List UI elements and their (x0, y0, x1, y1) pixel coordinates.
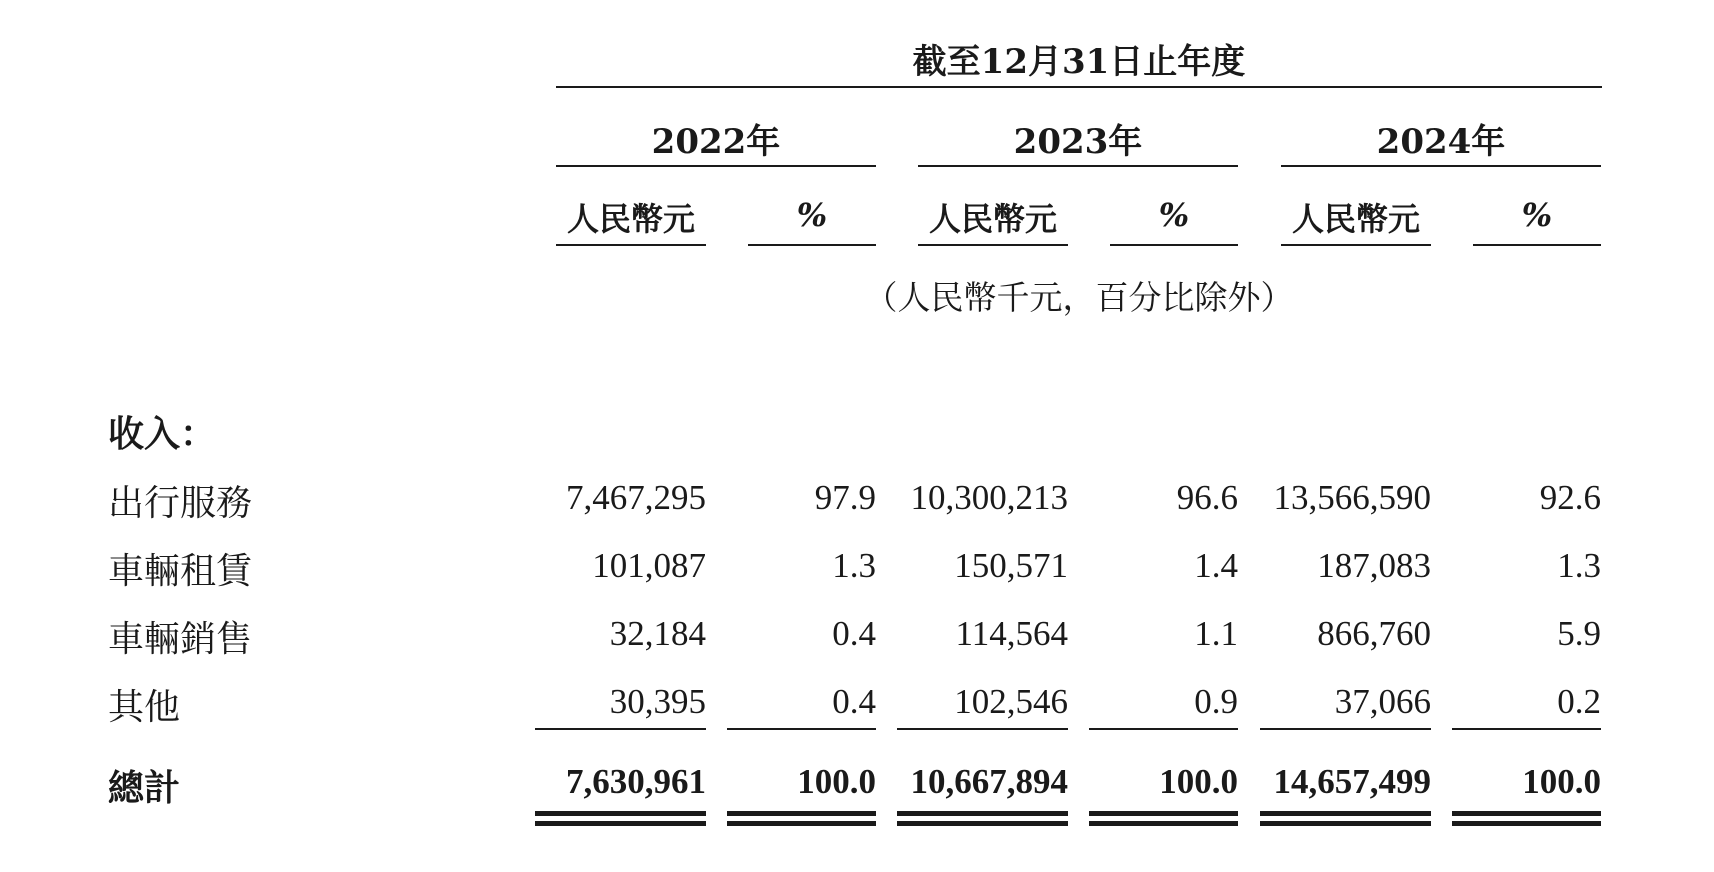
total-double-rule (897, 811, 1068, 816)
year-header-2022: 2022年 (651, 122, 781, 162)
section-title-revenue: 收入： (108, 413, 217, 455)
header-rule (556, 86, 1602, 88)
amount-cell: 187,083 (1317, 546, 1431, 585)
total-amount-cell: 14,657,499 (1273, 762, 1431, 801)
total-percent-cell: 100.0 (797, 762, 876, 801)
percent-cell: 92.6 (1539, 478, 1601, 517)
amount-cell: 7,467,295 (566, 478, 706, 517)
amount-cell: 150,571 (954, 546, 1068, 585)
unit-rule (748, 244, 876, 246)
total-double-rule (727, 821, 876, 826)
total-amount-cell: 10,667,894 (910, 762, 1068, 801)
row-label: 其他 (108, 687, 181, 728)
year-rule-2022 (556, 165, 876, 167)
total-label: 總計 (108, 767, 181, 809)
currency-header-2024: 人民幣元 (1291, 200, 1420, 238)
percent-cell: 1.3 (1557, 546, 1601, 585)
amount-cell: 114,564 (955, 614, 1068, 653)
total-double-rule (1452, 821, 1601, 826)
currency-header-2023: 人民幣元 (928, 200, 1057, 238)
total-percent-cell: 100.0 (1159, 762, 1238, 801)
subtotal-rule (1260, 728, 1431, 730)
percent-header-2023: % (1158, 196, 1190, 234)
subtotal-rule (535, 728, 706, 730)
row-label: 出行服務 (108, 483, 253, 524)
amount-cell: 101,087 (592, 546, 706, 585)
total-double-rule (897, 821, 1068, 826)
percent-header-2024: % (1521, 196, 1553, 234)
period-title: 截至12月31日止年度 (912, 42, 1246, 82)
total-double-rule (1089, 821, 1238, 826)
percent-cell: 1.4 (1194, 546, 1238, 585)
unit-rule (918, 244, 1068, 246)
percent-header-2022: % (796, 196, 828, 234)
total-double-rule (1089, 811, 1238, 816)
total-double-rule (1260, 811, 1431, 816)
subtotal-rule (897, 728, 1068, 730)
year-header-2023: 2023年 (1013, 122, 1143, 162)
unit-rule (1281, 244, 1431, 246)
year-rule-2023 (918, 165, 1238, 167)
amount-cell: 13,566,590 (1273, 478, 1431, 517)
total-double-rule (1452, 811, 1601, 816)
percent-cell: 5.9 (1557, 614, 1601, 653)
amount-cell: 10,300,213 (910, 478, 1068, 517)
percent-cell: 0.4 (832, 614, 876, 653)
subtotal-rule (1452, 728, 1601, 730)
currency-header-2022: 人民幣元 (566, 200, 695, 238)
unit-rule (556, 244, 706, 246)
row-label: 車輛銷售 (108, 619, 253, 660)
total-percent-cell: 100.0 (1522, 762, 1601, 801)
amount-cell: 30,395 (609, 682, 706, 721)
total-double-rule (1260, 821, 1431, 826)
percent-cell: 96.6 (1176, 478, 1238, 517)
unit-rule (1110, 244, 1238, 246)
percent-cell: 1.3 (832, 546, 876, 585)
subtotal-rule (727, 728, 876, 730)
total-double-rule (727, 811, 876, 816)
unit-rule (1473, 244, 1601, 246)
percent-cell: 0.4 (832, 682, 876, 721)
percent-cell: 0.2 (1557, 682, 1601, 721)
amount-cell: 37,066 (1334, 682, 1431, 721)
total-double-rule (535, 821, 706, 826)
percent-cell: 97.9 (814, 478, 876, 517)
unit-note: （人民幣千元，百分比除外） (864, 278, 1294, 317)
year-rule-2024 (1281, 165, 1601, 167)
total-double-rule (535, 811, 706, 816)
amount-cell: 32,184 (609, 614, 706, 653)
amount-cell: 866,760 (1317, 614, 1431, 653)
percent-cell: 0.9 (1194, 682, 1238, 721)
total-amount-cell: 7,630,961 (566, 762, 706, 801)
subtotal-rule (1089, 728, 1238, 730)
row-label: 車輛租賃 (108, 551, 253, 592)
percent-cell: 1.1 (1194, 614, 1238, 653)
amount-cell: 102,546 (954, 682, 1068, 721)
year-header-2024: 2024年 (1376, 122, 1506, 162)
